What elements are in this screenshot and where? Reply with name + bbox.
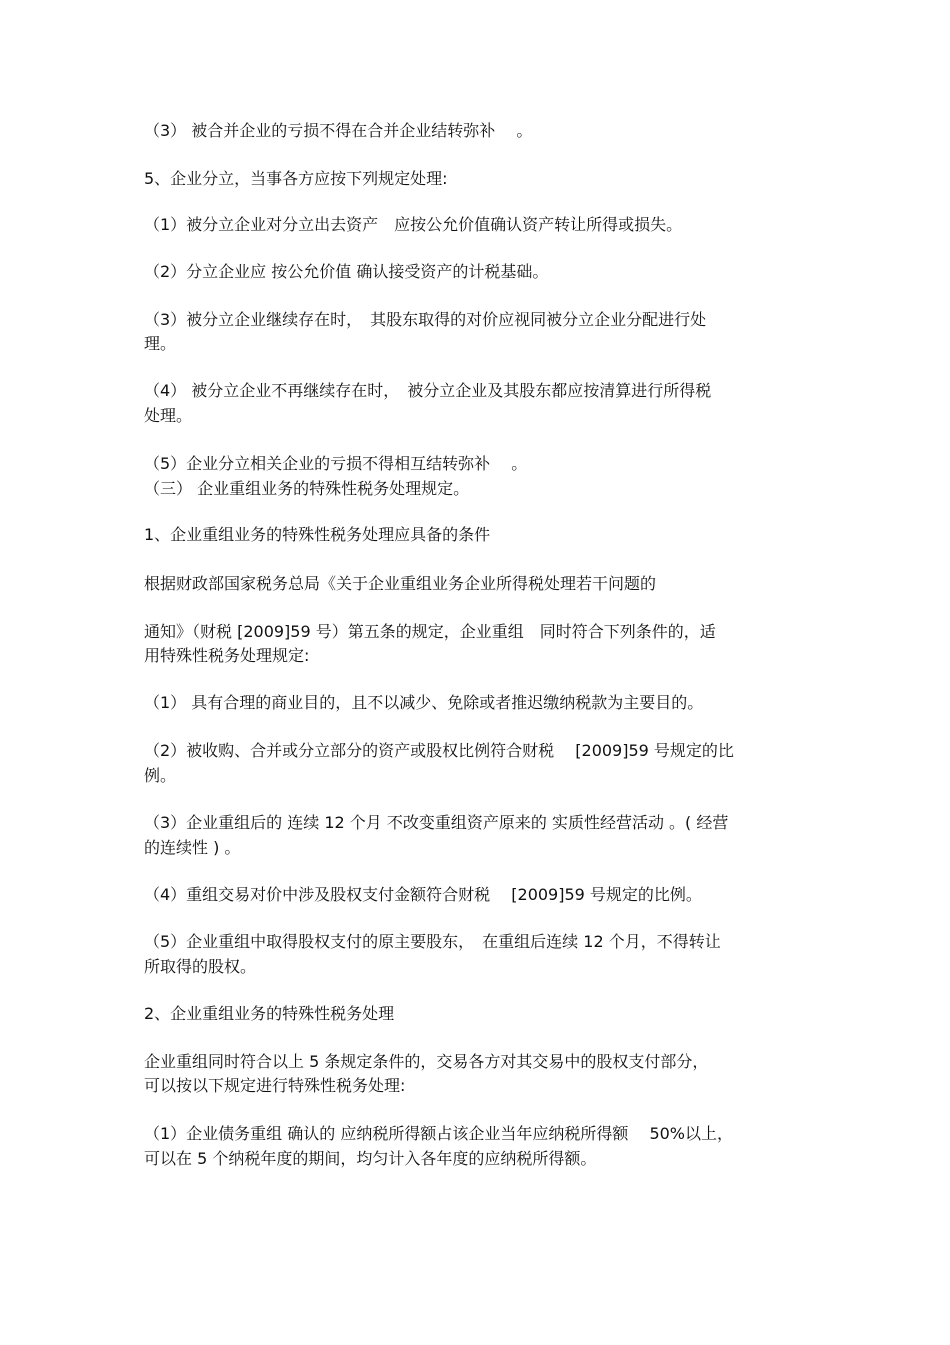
paragraph-line: 可以按以下规定进行特殊性税务处理: [144,1076,406,1095]
paragraph-line: （5）企业分立相关企业的亏损不得相互结转弥补 。 [144,454,528,473]
paragraph-line: （3）企业重组后的 连续 12 个月 不改变重组资产原来的 实质性经营活动 。( 经营 [144,813,729,832]
paragraph-line: （1）企业债务重组 确认的 应纳税所得额占该企业当年应纳税所得额 50%以上， [144,1124,734,1143]
paragraph-line: 可以在 5 个纳税年度的期间，均匀计入各年度的应纳税所得额。 [144,1149,597,1168]
paragraph-line: （3）被分立企业继续存在时， 其股东取得的对价应视同被分立企业分配进行处 [144,310,707,329]
paragraph-line: （2）分立企业应 按公允价值 确认接受资产的计税基础。 [144,262,549,281]
section-heading: 1、企业重组业务的特殊性税务处理应具备的条件 [144,525,491,544]
paragraph-line: （4）重组交易对价中涉及股权支付金额符合财税 [2009]59 号规定的比例。 [144,885,702,904]
paragraph-line: 所取得的股权。 [144,957,257,976]
paragraph-line: 企业重组同时符合以上 5 条规定条件的，交易各方对其交易中的股权支付部分， [144,1052,709,1071]
paragraph-line: （1） 具有合理的商业目的，且不以减少、免除或者推迟缴纳税款为主要目的。 [144,693,704,712]
paragraph-line: 用特殊性税务处理规定: [144,646,310,665]
paragraph-line: （3） 被合并企业的亏损不得在合并企业结转弥补 。 [144,121,533,140]
section-heading: 2、企业重组业务的特殊性税务处理 [144,1004,395,1023]
paragraph-line: （4） 被分立企业不再继续存在时， 被分立企业及其股东都应按清算进行所得税 [144,381,712,400]
paragraph-line: （5）企业重组中取得股权支付的原主要股东， 在重组后连续 12 个月，不得转让 [144,932,721,951]
paragraph-line: 根据财政部国家税务总局《关于企业重组业务企业所得税处理若干问题的 [144,574,657,593]
paragraph-line: 的连续性 ) 。 [144,838,241,857]
paragraph-line: （1）被分立企业对分立出去资产 应按公允价值确认资产转让所得或损失。 [144,215,683,234]
paragraph-line: 理。 [144,334,177,353]
paragraph-line: 处理。 [144,406,193,425]
section-heading: 5、企业分立，当事各方应按下列规定处理: [144,169,448,188]
section-heading: （三） 企业重组业务的特殊性税务处理规定。 [144,479,470,498]
paragraph-line: 例。 [144,766,177,785]
paragraph-line: （2）被收购、合并或分立部分的资产或股权比例符合财税 [2009]59 号规定的比 [144,741,734,760]
paragraph-line: 通知》（财税 [2009]59 号）第五条的规定，企业重组 同时符合下列条件的，适 [144,622,716,641]
